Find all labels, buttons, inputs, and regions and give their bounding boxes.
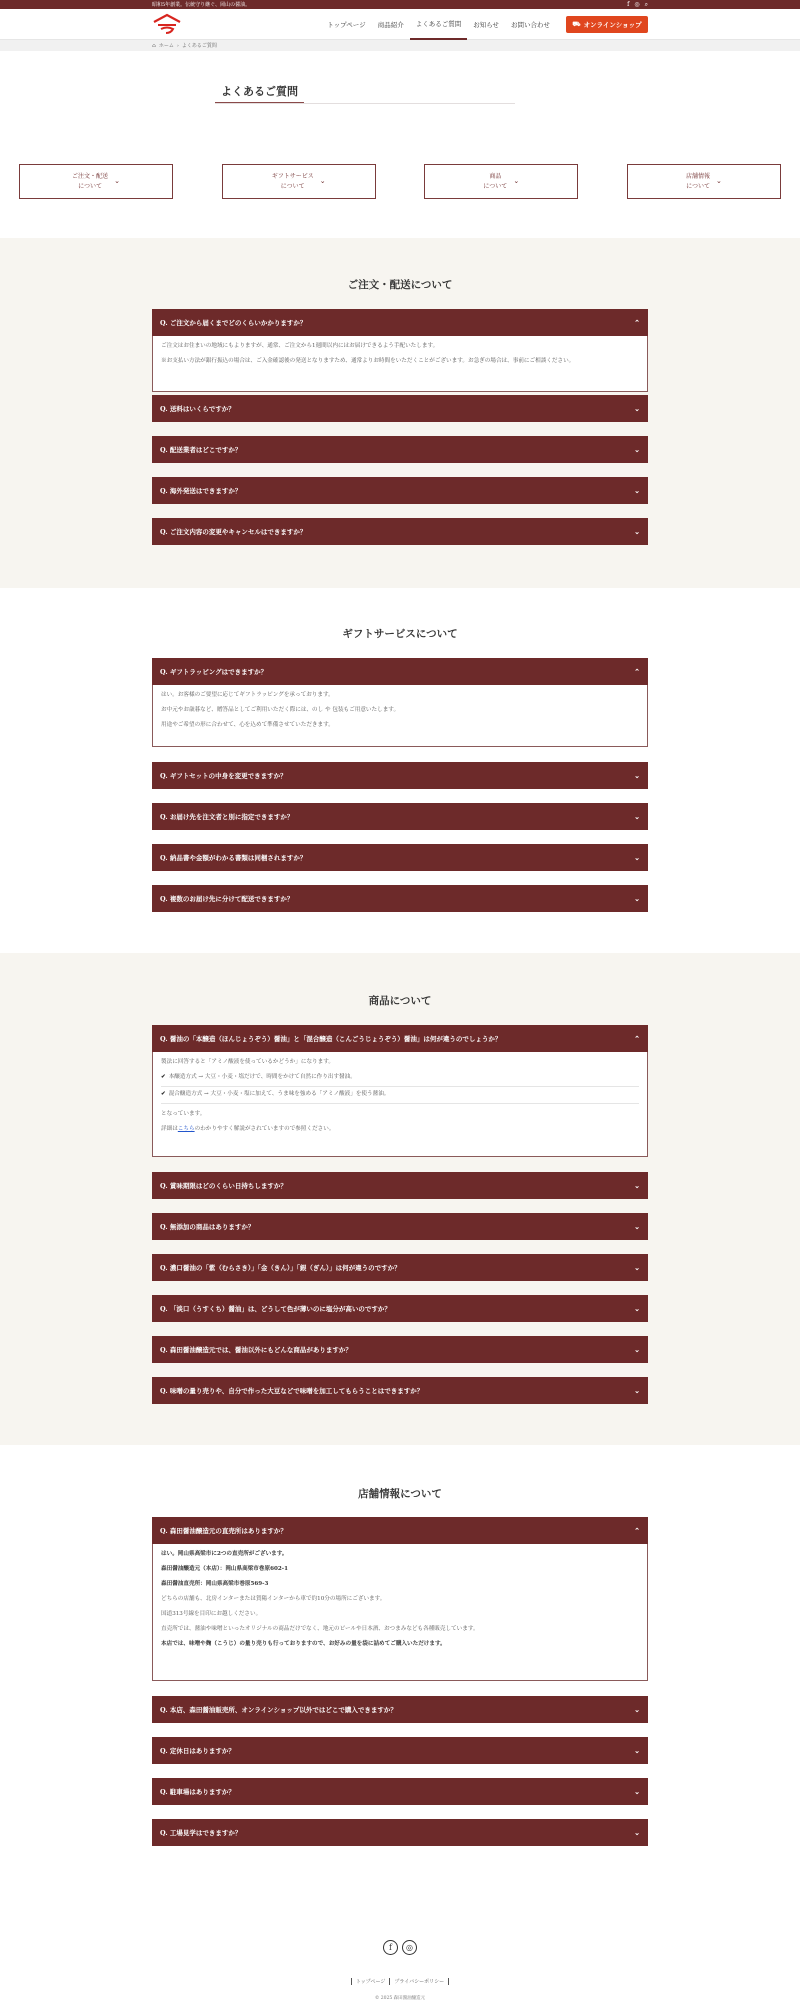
faq-product-q1 xyxy=(152,1025,648,1157)
faq-gift-q3 xyxy=(152,803,648,830)
question-text: Q. ご注文内容の変更やキャンセルはできますか？ xyxy=(160,528,307,536)
chevron-down-icon: ⌄ xyxy=(634,812,640,821)
faq-question[interactable] xyxy=(152,1213,648,1240)
chevron-down-icon: ⌄ xyxy=(634,771,640,780)
faq-question[interactable] xyxy=(152,477,648,504)
breadcrumb-separator: › xyxy=(176,42,179,49)
store-address-main: 森田醤油醸造元（本店）：岡山県高梁市巻原602-1 xyxy=(161,1565,288,1572)
answer-text: はい。お客様のご要望に応じてギフトラッピングを承っております。 xyxy=(161,692,334,698)
question-text: Q. 納品書や金額がわかる書類は同梱されますか？ xyxy=(160,854,307,862)
faq-gift-q4 xyxy=(152,844,648,871)
category-order-button[interactable] xyxy=(19,164,173,199)
nav-news[interactable]: お知らせ xyxy=(473,20,499,29)
question-text: Q. 森田醤油醸造元では、醤油以外にもどんな商品がありますか？ xyxy=(160,1346,352,1354)
chevron-down-icon: ⌄ xyxy=(634,1222,640,1231)
online-shop-button[interactable] xyxy=(566,16,648,33)
chevron-down-icon: ⌄ xyxy=(634,894,640,903)
chevron-down-icon: ⌄ xyxy=(716,176,722,185)
chevron-down-icon: ⌄ xyxy=(634,404,640,413)
footer-links xyxy=(0,1978,800,1985)
faq-order-q4 xyxy=(152,477,648,504)
faq-store-q4 xyxy=(152,1778,648,1805)
footer-link-home[interactable]: トップページ xyxy=(351,1978,390,1985)
chevron-down-icon: ⌄ xyxy=(634,1787,640,1796)
chevron-up-icon: ⌃ xyxy=(634,318,640,327)
link-suffix: のわかりやすく解説がされていますので参照ください。 xyxy=(194,1125,335,1132)
nav-products[interactable]: 商品紹介 xyxy=(377,20,404,29)
faq-gift-q5 xyxy=(152,885,648,912)
footer-link-privacy[interactable]: プライバシーポリシー xyxy=(389,1978,449,1985)
question-text: Q. 定休日はありますか？ xyxy=(160,1747,235,1755)
question-text: Q. 味噌の量り売りや、自分で作った大豆などで味噌を加工してもらうことはできますか？ xyxy=(160,1387,424,1395)
list-item-text: 混合醸造方式 → 大豆・小麦・塩に加えて、うま味を強める「アミノ酸液」を使う醤油。 xyxy=(168,1090,390,1097)
faq-order-q2 xyxy=(152,395,648,422)
chevron-down-icon: ⌄ xyxy=(634,1828,640,1837)
cat-label: について xyxy=(280,182,305,190)
chevron-down-icon: ⌄ xyxy=(634,1181,640,1190)
category-product-button[interactable] xyxy=(424,164,578,199)
faq-question[interactable] xyxy=(152,1696,648,1723)
faq-question[interactable] xyxy=(152,395,648,422)
faq-answer xyxy=(152,336,648,392)
cat-label: について xyxy=(686,182,710,190)
chevron-down-icon: ⌄ xyxy=(634,1705,640,1714)
answer-text: ※お支払い方法が銀行振込の場合は、ご入金確認後の発送となりますため、通常よりお時間をいただくことがございます。お急ぎの場合は、事前にご相談ください。 xyxy=(161,357,575,364)
faq-question[interactable] xyxy=(152,844,648,871)
question-text: Q. 森田醤油醸造元の直売所はありますか？ xyxy=(160,1527,287,1535)
answer-text: はい。岡山県高梁市に2つの直売所がございます。 xyxy=(161,1551,288,1557)
answer-text: 用途やご希望の形に合わせて、心を込めて準備させていただきます。 xyxy=(161,721,334,728)
faq-question[interactable] xyxy=(152,436,648,463)
site-header xyxy=(0,9,800,40)
question-text: Q. お届け先を注文者と別に指定できますか？ xyxy=(160,813,294,821)
answer-text: ご注文はお住まいの地域にもよりますが、通常、ご注文から1週間以内にはお届けできるよう手配いたします。 xyxy=(161,343,439,349)
breadcrumb-home[interactable]: ホーム xyxy=(158,43,174,49)
answer-text: 本店では、味噌や麹（こうじ）の量り売りも行っておりますので、お好みの量を袋に詰めてご購入いただけます。 xyxy=(161,1640,446,1647)
cat-label: ご注文・配送 xyxy=(72,172,109,180)
question-text: Q. ギフトラッピングはできますか？ xyxy=(160,668,268,676)
faq-question[interactable] xyxy=(152,1336,648,1363)
chevron-down-icon: ⌄ xyxy=(634,1746,640,1755)
section-title-order: ご注文・配送について xyxy=(347,279,453,291)
question-text: Q. 賞味期限はどのくらい日持ちしますか？ xyxy=(160,1182,287,1190)
category-store-button[interactable] xyxy=(627,164,781,199)
chevron-up-icon: ⌃ xyxy=(634,667,640,676)
facebook-icon[interactable]: f xyxy=(627,0,630,8)
list-item-text: 本醸造方式 → 大豆・小麦・塩だけで、時間をかけて自然に作り出す醤油。 xyxy=(168,1073,356,1080)
breadcrumb xyxy=(0,40,800,51)
faq-order-q1 xyxy=(152,309,648,392)
question-text: Q. 海外発送はできますか？ xyxy=(160,487,242,495)
question-text: Q. ご注文から届くまでどのくらいかかりますか？ xyxy=(160,319,307,327)
faq-store-q3 xyxy=(152,1737,648,1764)
search-icon[interactable]: ⌕ xyxy=(644,0,648,8)
cat-label: について xyxy=(483,182,508,190)
section-title-gift: ギフトサービスについて xyxy=(342,628,458,640)
facebook-icon[interactable]: f xyxy=(383,1940,398,1955)
faq-product-q5 xyxy=(152,1295,648,1322)
chevron-down-icon: ⌄ xyxy=(634,1345,640,1354)
section-title-store: 店舗情報について xyxy=(358,1488,442,1500)
cart-icon: ⛟ xyxy=(572,19,581,28)
check-icon: ✔ xyxy=(161,1090,166,1097)
faq-answer xyxy=(152,1544,648,1681)
faq-store-q1 xyxy=(152,1517,648,1681)
faq-product-q6 xyxy=(152,1336,648,1363)
faq-question[interactable] xyxy=(152,1172,648,1199)
faq-question[interactable] xyxy=(152,1025,648,1052)
faq-question[interactable] xyxy=(152,1517,648,1544)
faq-question[interactable] xyxy=(152,1778,648,1805)
faq-question[interactable] xyxy=(152,762,648,789)
home-icon: ⌂ xyxy=(152,42,156,49)
chevron-down-icon: ⌄ xyxy=(634,853,640,862)
check-icon: ✔ xyxy=(161,1073,166,1080)
faq-store-q2 xyxy=(152,1696,648,1723)
faq-gift-q1 xyxy=(152,658,648,747)
faq-product-q4 xyxy=(152,1254,648,1281)
faq-product-q7 xyxy=(152,1377,648,1404)
answer-text: 直売所では、醤油や味噌といったオリジナルの商品だけでなく、地元のビールや日本酒、おつまみなども各種販売しています。 xyxy=(161,1625,479,1632)
online-shop-label: オンラインショップ xyxy=(583,20,642,29)
faq-answer xyxy=(152,685,648,747)
question-text: Q. 本店、森田醤油販売所、オンラインショップ以外ではどこで購入できますか？ xyxy=(160,1706,397,1714)
instagram-icon[interactable]: ◎ xyxy=(634,0,640,8)
chevron-up-icon: ⌃ xyxy=(634,1526,640,1535)
page-title: よくあるご質問 xyxy=(215,83,304,104)
faq-question[interactable] xyxy=(152,1377,648,1404)
nav-faq[interactable]: よくあるご質問 xyxy=(410,9,468,40)
cat-label: 店舗情報 xyxy=(686,172,711,180)
chevron-up-icon: ⌃ xyxy=(634,1034,640,1043)
faq-question[interactable] xyxy=(152,1737,648,1764)
question-text: Q. 工場見学はできますか？ xyxy=(160,1829,242,1837)
cat-label: ギフトサービス xyxy=(271,172,314,180)
nav-home[interactable]: トップページ xyxy=(327,20,366,29)
faq-question[interactable] xyxy=(152,309,648,336)
page-title-wrap xyxy=(215,80,515,104)
faq-question[interactable] xyxy=(152,1254,648,1281)
faq-question[interactable] xyxy=(152,885,648,912)
question-text: Q. 無添加の商品はありますか？ xyxy=(160,1223,255,1231)
link-prefix: 詳細は xyxy=(161,1125,178,1132)
instagram-icon[interactable]: ◎ xyxy=(402,1940,417,1955)
answer-text: どちらの店舗も、北房インターまたは賀陽インターから車で約10分の場所にございます。 xyxy=(161,1595,386,1602)
question-text: Q. ギフトセットの中身を変更できますか？ xyxy=(160,772,287,780)
question-text: Q. 「淡口（うすくち）醤油」は、どうして色が薄いのに塩分が高いのですか？ xyxy=(160,1305,391,1313)
category-nav xyxy=(19,164,781,199)
answer-text: となっています。 xyxy=(161,1110,206,1117)
chevron-down-icon: ⌄ xyxy=(634,486,640,495)
store-address-shop: 森田醤油直売所：岡山県高梁市巻原569-3 xyxy=(161,1580,269,1587)
chevron-down-icon: ⌄ xyxy=(319,176,326,185)
faq-answer xyxy=(152,1052,648,1157)
question-text: Q. 濃口醤油の「紫（むらさき）」「金（きん）」「銀（ぎん）」は何が違うのですか？ xyxy=(160,1264,401,1272)
faq-product-q3 xyxy=(152,1213,648,1240)
answer-text: お中元やお歳暮など、贈答品としてご利用いただく際には、のし や 包装もご用意いたします。 xyxy=(161,706,400,713)
faq-gift-q2 xyxy=(152,762,648,789)
faq-question[interactable] xyxy=(152,658,648,685)
main-nav xyxy=(321,9,648,40)
footer-social xyxy=(0,1940,800,1955)
nav-contact[interactable]: お問い合わせ xyxy=(511,20,550,29)
breadcrumb-current: よくあるご質問 xyxy=(181,43,217,49)
question-text: Q. 醤油の「本醸造（ほんじょうぞう）醤油」と「混合醸造（こんごうじょうぞう）醤油」は何が違うのでしょうか？ xyxy=(160,1035,502,1043)
question-text: Q. 駐車場はありますか？ xyxy=(160,1788,235,1796)
faq-order-q5 xyxy=(152,518,648,545)
faq-product-q2 xyxy=(152,1172,648,1199)
brand-logo[interactable] xyxy=(152,13,182,35)
faq-question[interactable] xyxy=(152,1295,648,1322)
question-text: Q. 配送業者はどこですか？ xyxy=(160,446,242,454)
list-item xyxy=(161,1087,639,1104)
section-title-product: 商品について xyxy=(368,995,432,1007)
cat-label: について xyxy=(78,182,102,190)
answer-text: 国道313号線を目印にお越しください。 xyxy=(161,1610,262,1617)
category-gift-button[interactable] xyxy=(222,164,376,199)
copyright: © 2025 森田醤油醸造元 xyxy=(374,1996,426,2001)
question-text: Q. 送料はいくらですか？ xyxy=(160,405,235,413)
chevron-down-icon: ⌄ xyxy=(513,176,520,185)
answer-text: 製法に回答すると「アミノ酸液を使っているかどうか」になります。 xyxy=(161,1059,334,1065)
chevron-down-icon: ⌄ xyxy=(114,176,120,185)
question-text: Q. 複数のお届け先に分けて配送できますか？ xyxy=(160,895,294,903)
list-item xyxy=(161,1070,639,1087)
faq-question[interactable] xyxy=(152,518,648,545)
chevron-down-icon: ⌄ xyxy=(634,445,640,454)
detail-link[interactable]: こちら xyxy=(177,1125,195,1132)
faq-question[interactable] xyxy=(152,1819,648,1846)
chevron-down-icon: ⌄ xyxy=(634,1263,640,1272)
chevron-down-icon: ⌄ xyxy=(634,1386,640,1395)
answer-text xyxy=(161,1125,639,1134)
faq-question[interactable] xyxy=(152,803,648,830)
cat-label: 商品 xyxy=(489,172,502,180)
tagline: 昭和5年創業。伝統守り継ぐ、岡山の醤油。 xyxy=(152,2,251,8)
faq-order-q3 xyxy=(152,436,648,463)
chevron-down-icon: ⌄ xyxy=(634,527,640,536)
chevron-down-icon: ⌄ xyxy=(634,1304,640,1313)
faq-store-q5 xyxy=(152,1819,648,1846)
